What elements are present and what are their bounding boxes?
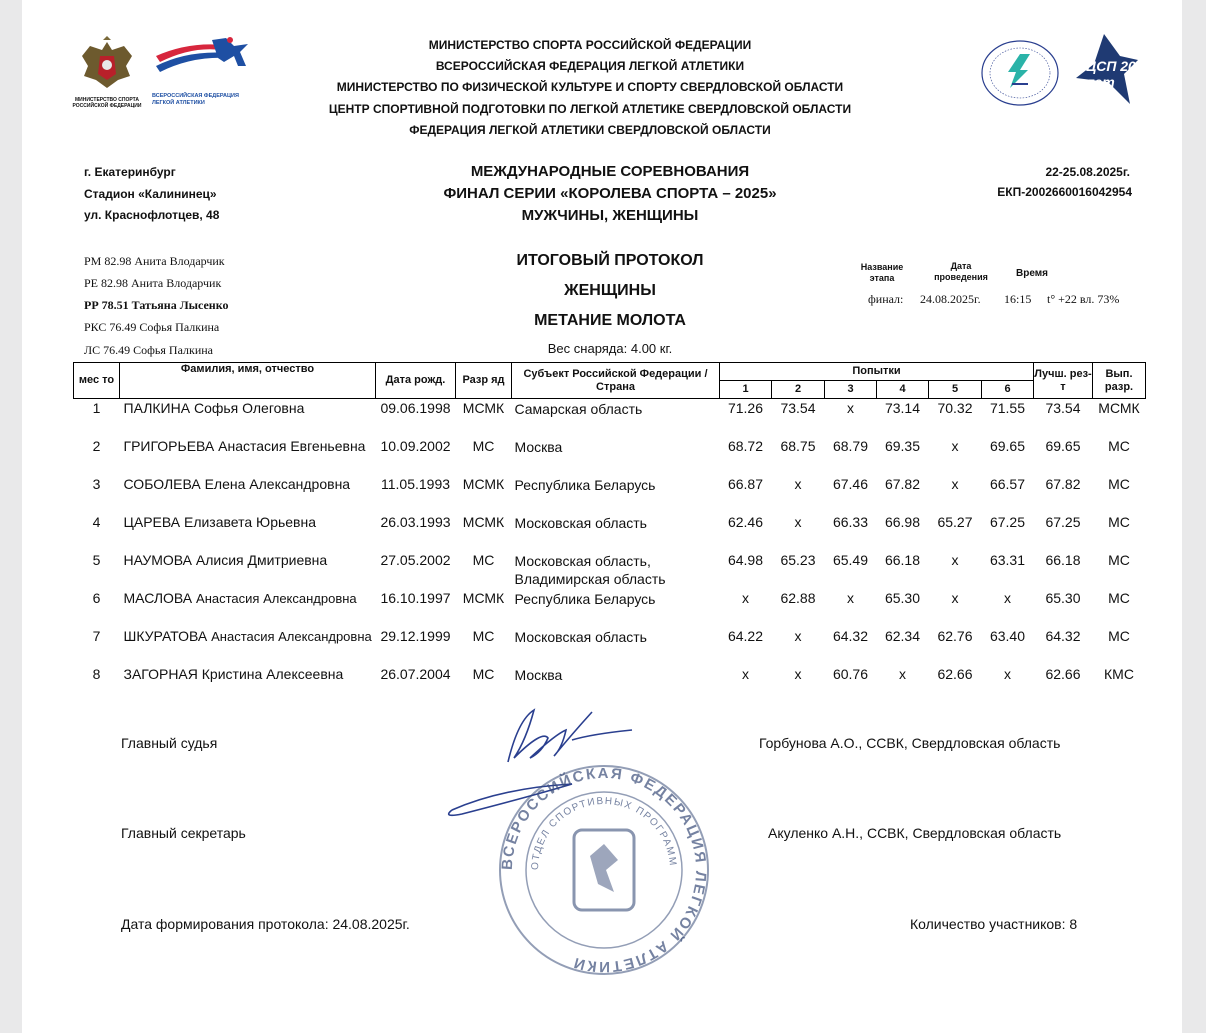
attempt-5-cell: 62.76: [937, 628, 973, 644]
table-row: [74, 475, 1146, 513]
region-line: Республика Беларусь: [514, 591, 656, 607]
region-cell: [512, 589, 720, 627]
attempt-5-cell: 70.32: [937, 400, 973, 416]
chief-secretary-name: Акуленко А.Н., ССВК, Свердловская область: [768, 825, 1062, 841]
org-line-1: МИНИСТЕРСТВО СПОРТА РОССИЙСКОЙ ФЕДЕРАЦИИ: [428, 38, 752, 52]
attempt-6-cell: x: [1004, 666, 1011, 682]
attempt-6-cell: 71.55: [989, 400, 1026, 416]
venue-city: г. Екатеринбург: [84, 165, 176, 179]
protocol-date: Дата формирования протокола: 24.08.2025г.: [121, 916, 410, 932]
competition-line-1: МЕЖДУНАРОДНЫЕ СОРЕВНОВАНИЯ: [470, 163, 750, 180]
dob-cell: 16.10.1997: [380, 590, 451, 606]
attempt-6-cell: 66.57: [989, 476, 1026, 492]
athlete-surname: СОБОЛЕВА: [123, 476, 201, 492]
header-best: Лучш. рез-т: [1034, 363, 1093, 399]
attempt-1-cell: x: [742, 666, 749, 682]
attempt-1-cell: 64.98: [727, 552, 764, 568]
athlete-name-cell: [120, 665, 376, 703]
place-cell: 7: [92, 628, 101, 644]
athlete-name-cell: [120, 589, 376, 627]
attempt-5-cell: 62.66: [937, 666, 973, 682]
attempt-5-cell: x: [951, 438, 959, 454]
region-cell: [512, 551, 720, 589]
attempt-1-cell: 62.46: [727, 514, 764, 530]
rank-cell: МСМК: [462, 514, 505, 530]
header-attempts: Попытки: [720, 363, 1034, 381]
region-line: Москва: [514, 667, 563, 683]
region-cell: [512, 627, 720, 665]
place-cell: 1: [92, 400, 101, 416]
chief-secretary-label: Главный секретарь: [121, 825, 246, 841]
stage-name: финал:: [868, 292, 904, 306]
ministry-logo-caption: МИНИСТЕРСТВО СПОРТА РОССИЙСКОЙ ФЕДЕРАЦИИ: [72, 97, 142, 109]
region-line: Самарская область: [514, 401, 643, 417]
athlete-given-name: Елена Александровна: [204, 476, 351, 492]
attempt-4-cell: x: [899, 666, 906, 682]
org-line-5: ФЕДЕРАЦИЯ ЛЕГКОЙ АТЛЕТИКИ СВЕРДЛОВСКОЙ ОБЛАСТИ: [409, 123, 771, 137]
attempt-2-cell: 73.54: [780, 400, 816, 416]
attempt-3-cell: x: [847, 400, 854, 416]
org-line-2: ВСЕРОССИЙСКАЯ ФЕДЕРАЦИЯ ЛЕГКОЙ АТЛЕТИКИ: [435, 59, 745, 73]
place-cell: 8: [92, 666, 101, 682]
attempt-1-cell: 64.22: [727, 628, 764, 644]
csp-logo-caption: ЦСП 20 лет: [1086, 58, 1136, 90]
attempt-4-cell: 73.14: [884, 400, 921, 416]
results-table: [73, 362, 1146, 703]
region-line: Московская область: [514, 629, 647, 645]
protocol-gender: ЖЕНЩИНЫ: [564, 282, 656, 299]
attempt-2-cell: 68.75: [780, 438, 816, 454]
athlete-given-name: Софья Олеговна: [193, 400, 305, 416]
attempt-6-cell: 69.65: [989, 438, 1026, 454]
record-line-2: РЕ 82.98 Анита Влодарчик: [84, 276, 222, 290]
record-line-4: РКС 76.49 Софья Палкина: [84, 320, 220, 334]
region-line: Московская область: [514, 515, 647, 531]
athlete-surname: ШКУРАТОВА: [123, 628, 208, 644]
athlete-given-name: Анастасия Александровна: [196, 591, 357, 606]
rank-cell: МС: [472, 628, 495, 644]
attempt-5-cell: x: [951, 476, 959, 492]
header-attempt-6: 6: [982, 381, 1034, 399]
attempt-2-cell: x: [794, 514, 802, 530]
participants-count: Количество участников: 8: [910, 916, 1078, 932]
table-row: [74, 589, 1146, 627]
region-line-2: Владимирская область: [514, 571, 666, 587]
chief-judge-name: Горбунова А.О., ССВК, Свердловская область: [759, 735, 1061, 751]
place-cell: 5: [92, 552, 101, 568]
region-cell: [512, 513, 720, 551]
attempt-1-cell: 71.26: [727, 400, 764, 416]
attempt-3-cell: 60.76: [832, 666, 869, 682]
result-rank-cell: МС: [1108, 628, 1130, 644]
table-row: [74, 399, 1146, 438]
place-cell: 2: [92, 438, 101, 454]
athlete-surname: ГРИГОРЬЕВА: [123, 438, 215, 454]
protocol-title: ИТОГОВЫЙ ПРОТОКОЛ: [516, 252, 704, 269]
implement-weight: Вес снаряда: 4.00 кг.: [547, 341, 673, 356]
header-attempt-3: 3: [825, 381, 877, 399]
attempt-5-cell: x: [951, 590, 959, 606]
place-cell: 6: [92, 590, 101, 606]
athlete-name-cell: [120, 437, 376, 475]
venue-street: ул. Краснофлотцев, 48: [84, 208, 220, 222]
attempt-3-cell: 68.79: [832, 438, 869, 454]
org-line-3: МИНИСТЕРСТВО ПО ФИЗИЧЕСКОЙ КУЛЬТУРЕ И СПОРТУ СВЕРДЛОВСКОЙ ОБЛАСТИ: [336, 80, 844, 94]
athlete-name-cell: [120, 475, 376, 513]
dob-cell: 29.12.1999: [380, 628, 451, 644]
stage-header-time: Время: [1016, 268, 1048, 279]
region-line: Республика Беларусь: [514, 477, 656, 493]
federation-stamp: [494, 760, 714, 980]
best-result-cell: 66.18: [1045, 552, 1081, 568]
header-attempt-4: 4: [877, 381, 929, 399]
dob-cell: 27.05.2002: [380, 552, 451, 568]
stamp-inner-text: ОТДЕЛ СПОРТИВНЫХ ПРОГРАММ: [529, 795, 679, 871]
table-row: [74, 551, 1146, 589]
athlete-given-name: Анастасия Евгеньевна: [218, 438, 366, 454]
header-result-rank: Вып. разр.: [1093, 363, 1146, 399]
competition-line-3: МУЖЧИНЫ, ЖЕНЩИНЫ: [521, 207, 699, 224]
athlete-name-cell: [120, 551, 376, 589]
rank-cell: МСМК: [462, 590, 505, 606]
competition-ekp: ЕКП-2002660016042954: [997, 185, 1132, 199]
attempt-5-cell: 65.27: [937, 514, 973, 530]
region-line: Москва: [514, 439, 563, 455]
venue-stadium: Стадион «Калининец»: [84, 187, 217, 201]
athlete-surname: НАУМОВА: [123, 552, 192, 568]
attempt-4-cell: 66.18: [884, 552, 921, 568]
rank-cell: МС: [472, 438, 495, 454]
dob-cell: 26.03.1993: [380, 514, 451, 530]
attempt-3-cell: 67.46: [832, 476, 869, 492]
dob-cell: 11.05.1993: [380, 476, 451, 492]
record-line-3: РР 78.51 Татьяна Лысенко: [84, 298, 229, 312]
stage-date: 24.08.2025г.: [920, 292, 981, 306]
rank-cell: МС: [472, 666, 495, 682]
result-rank-cell: МС: [1108, 438, 1130, 454]
result-rank-cell: КМС: [1104, 666, 1134, 682]
rank-cell: МСМК: [462, 400, 505, 416]
best-result-cell: 73.54: [1045, 400, 1081, 416]
attempt-2-cell: 65.23: [780, 552, 816, 568]
header-attempt-2: 2: [772, 381, 825, 399]
attempt-4-cell: 67.82: [884, 476, 921, 492]
competition-dates: 22-25.08.2025г.: [1045, 165, 1130, 179]
attempt-4-cell: 65.30: [884, 590, 921, 606]
athlete-name-cell: [120, 513, 376, 551]
org-line-4: ЦЕНТР СПОРТИВНОЙ ПОДГОТОВКИ ПО ЛЕГКОЙ АТЛЕТИКЕ СВЕРДЛОВСКОЙ ОБЛАСТИ: [328, 102, 852, 116]
record-line-1: РМ 82.98 Анита Влодарчик: [84, 254, 225, 268]
record-line-5: ЛС 76.49 Софья Палкина: [84, 343, 213, 357]
best-result-cell: 69.65: [1045, 438, 1081, 454]
athlete-surname: МАСЛОВА: [123, 590, 193, 606]
best-result-cell: 65.30: [1045, 590, 1081, 606]
rank-cell: МСМК: [462, 476, 505, 492]
attempt-1-cell: x: [742, 590, 749, 606]
region-cell: [512, 399, 720, 438]
region-line: Московская область,: [514, 553, 651, 569]
athlete-surname: ЦАРЕВА: [123, 514, 181, 530]
protocol-event: МЕТАНИЕ МОЛОТА: [534, 312, 686, 329]
table-row: [74, 627, 1146, 665]
header-place: мес то: [74, 363, 120, 399]
attempt-3-cell: x: [847, 590, 854, 606]
result-rank-cell: МС: [1108, 514, 1130, 530]
header-region: Субъект Российской Федерации / Страна: [512, 363, 720, 399]
result-rank-cell: МСМК: [1098, 400, 1140, 416]
athlete-name-cell: [120, 627, 376, 665]
attempt-2-cell: x: [794, 628, 802, 644]
rank-cell: МС: [472, 552, 495, 568]
best-result-cell: 67.25: [1045, 514, 1081, 530]
region-cell: [512, 437, 720, 475]
attempt-2-cell: x: [794, 476, 802, 492]
stamp-outer-text: ВСЕРОССИЙСКАЯ ФЕДЕРАЦИЯ ЛЕГКОЙ АТЛЕТИКИ: [498, 764, 710, 976]
result-rank-cell: МС: [1108, 552, 1130, 568]
dob-cell: 10.09.2002: [380, 438, 451, 454]
athlete-name-cell: [120, 399, 376, 438]
attempt-4-cell: 66.98: [884, 514, 921, 530]
athlete-given-name: Анастасия Александровна: [211, 629, 372, 644]
athlete-given-name: Елизавета Юрьевна: [183, 514, 317, 530]
attempt-4-cell: 69.35: [884, 438, 921, 454]
best-result-cell: 64.32: [1045, 628, 1081, 644]
best-result-cell: 67.82: [1045, 476, 1081, 492]
table-row: [74, 437, 1146, 475]
attempt-3-cell: 66.33: [832, 514, 869, 530]
table-row: [74, 665, 1146, 703]
header-dob: Дата рожд.: [376, 363, 456, 399]
athlete-surname: ПАЛКИНА: [123, 400, 191, 416]
document-page: [22, 0, 1182, 1033]
attempt-5-cell: x: [951, 552, 959, 568]
stage-header-date: Дата проведения: [934, 261, 988, 282]
region-cell: [512, 475, 720, 513]
athlete-surname: ЗАГОРНАЯ: [123, 666, 198, 682]
attempt-6-cell: 63.40: [989, 628, 1026, 644]
stage-weather: t° +22 вл. 73%: [1047, 292, 1120, 306]
chief-judge-label: Главный судья: [121, 735, 218, 751]
competition-line-2: ФИНАЛ СЕРИИ «КОРОЛЕВА СПОРТА – 2025»: [443, 185, 777, 202]
attempt-6-cell: 63.31: [989, 552, 1026, 568]
attempt-2-cell: x: [794, 666, 802, 682]
athlete-given-name: Кристина Алексеевна: [201, 666, 344, 682]
header-attempt-5: 5: [929, 381, 982, 399]
result-rank-cell: МС: [1108, 590, 1130, 606]
table-row: [74, 513, 1146, 551]
dob-cell: 09.06.1998: [380, 400, 451, 416]
result-rank-cell: МС: [1108, 476, 1130, 492]
attempt-3-cell: 64.32: [832, 628, 869, 644]
place-cell: 3: [92, 476, 101, 492]
header-name: Фамилия, имя, отчество: [120, 363, 376, 399]
stage-header-name: Название этапа: [860, 262, 904, 283]
athlete-given-name: Алисия Дмитриевна: [195, 552, 328, 568]
header-rank: Разр яд: [456, 363, 512, 399]
attempt-1-cell: 66.87: [727, 476, 764, 492]
header-attempt-1: 1: [720, 381, 772, 399]
place-cell: 4: [92, 514, 101, 530]
vfla-logo-caption: ВСЕРОССИЙСКАЯ ФЕДЕРАЦИЯ ЛЕГКОЙ АТЛЕТИКИ: [152, 93, 239, 106]
attempt-6-cell: 67.25: [989, 514, 1026, 530]
region-cell: [512, 665, 720, 703]
dob-cell: 26.07.2004: [380, 666, 451, 682]
attempt-6-cell: x: [1004, 590, 1011, 606]
stage-time: 16:15: [1004, 292, 1032, 306]
attempt-3-cell: 65.49: [832, 552, 869, 568]
attempt-2-cell: 62.88: [780, 590, 816, 606]
best-result-cell: 62.66: [1045, 666, 1081, 682]
attempt-4-cell: 62.34: [884, 628, 921, 644]
attempt-1-cell: 68.72: [727, 438, 764, 454]
